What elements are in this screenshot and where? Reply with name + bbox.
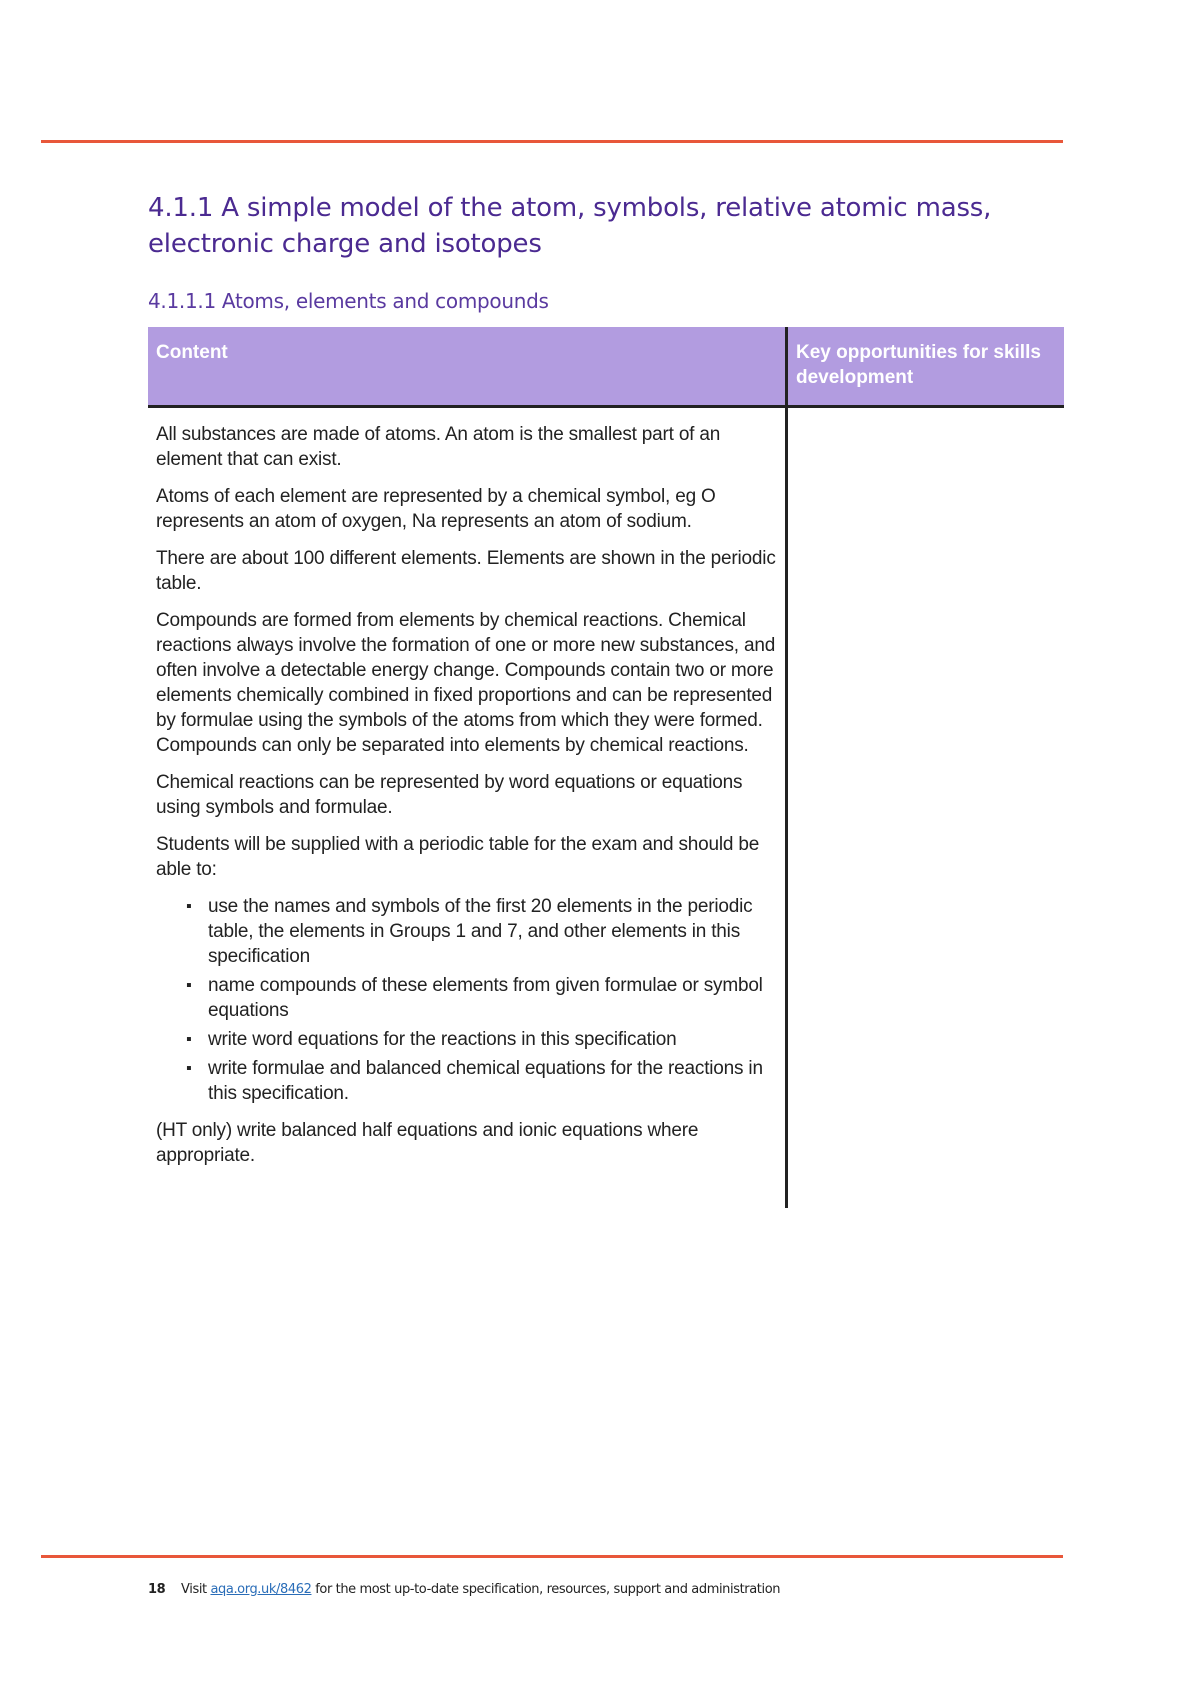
content-table	[148, 327, 1064, 1208]
bullet-icon: ▪	[186, 1031, 192, 1048]
list-item-text: name compounds of these elements from given formulae or symbol equations	[208, 975, 763, 1021]
list-item	[186, 1027, 777, 1052]
section-heading: 4.1.1 A simple model of the atom, symbols, relative atomic mass, electronic charge and isotopes	[148, 193, 992, 259]
list-item-text: write formulae and balanced chemical equations for the reactions in this specification.	[208, 1058, 763, 1104]
bullet-icon: ▪	[186, 898, 192, 915]
paragraph-ht-only: (HT only) write balanced half equations and ionic equations where appropriate.	[156, 1120, 699, 1166]
page-footer	[148, 1581, 780, 1599]
bottom-rule	[41, 1555, 1063, 1558]
paragraph-atoms: All substances are made of atoms. An atom is the smallest part of an element that can exist.	[156, 424, 721, 470]
bullet-icon: ▪	[186, 977, 192, 994]
paragraph-elements: There are about 100 different elements. Elements are shown in the periodic table.	[156, 548, 776, 594]
table-body-row	[148, 408, 1064, 1208]
footer-visit-text: Visit	[181, 1582, 207, 1597]
list-item	[186, 973, 777, 1023]
bullet-icon: ▪	[186, 1060, 192, 1077]
list-item-text: use the names and symbols of the first 20 elements in the periodic table, the elements in Groups 1 and 7, and other elements in this specification	[208, 896, 753, 967]
list-item-text: write word equations for the reactions in this specification	[208, 1029, 677, 1050]
paragraph-equations: Chemical reactions can be represented by word equations or equations using symbols and formulae.	[156, 772, 743, 818]
page-number: 18	[148, 1582, 166, 1597]
footer-rest-text: for the most up-to-date specification, resources, support and administration	[315, 1582, 781, 1597]
table-header-row	[148, 327, 1064, 408]
skills-cell	[788, 408, 1064, 1208]
content-column-header: Content	[148, 327, 788, 405]
paragraph-symbols: Atoms of each element are represented by a chemical symbol, eg O represents an atom of oxygen, Na represents an atom of sodium.	[156, 486, 716, 532]
list-item	[186, 894, 777, 969]
skills-list	[156, 894, 777, 1106]
footer-link[interactable]: aqa.org.uk/8462	[210, 1582, 312, 1597]
skills-column-header: Key opportunities for skills development	[796, 342, 1041, 388]
paragraph-students: Students will be supplied with a periodic table for the exam and should be able to:	[156, 834, 760, 880]
section-subheading: 4.1.1.1 Atoms, elements and compounds	[148, 289, 549, 313]
paragraph-compounds: Compounds are formed from elements by chemical reactions. Chemical reactions always involve the formation of one or more new substances, and often involve a detectable energy change. Compounds contain two or more elements chemically combined in fixed proportions and can be represented by formulae using the symbols of the atoms from which they were formed. Compounds can only be separated into elements by chemical reactions.	[156, 610, 776, 756]
content-cell	[148, 408, 788, 1208]
list-item	[186, 1056, 777, 1106]
top-rule	[41, 140, 1063, 143]
